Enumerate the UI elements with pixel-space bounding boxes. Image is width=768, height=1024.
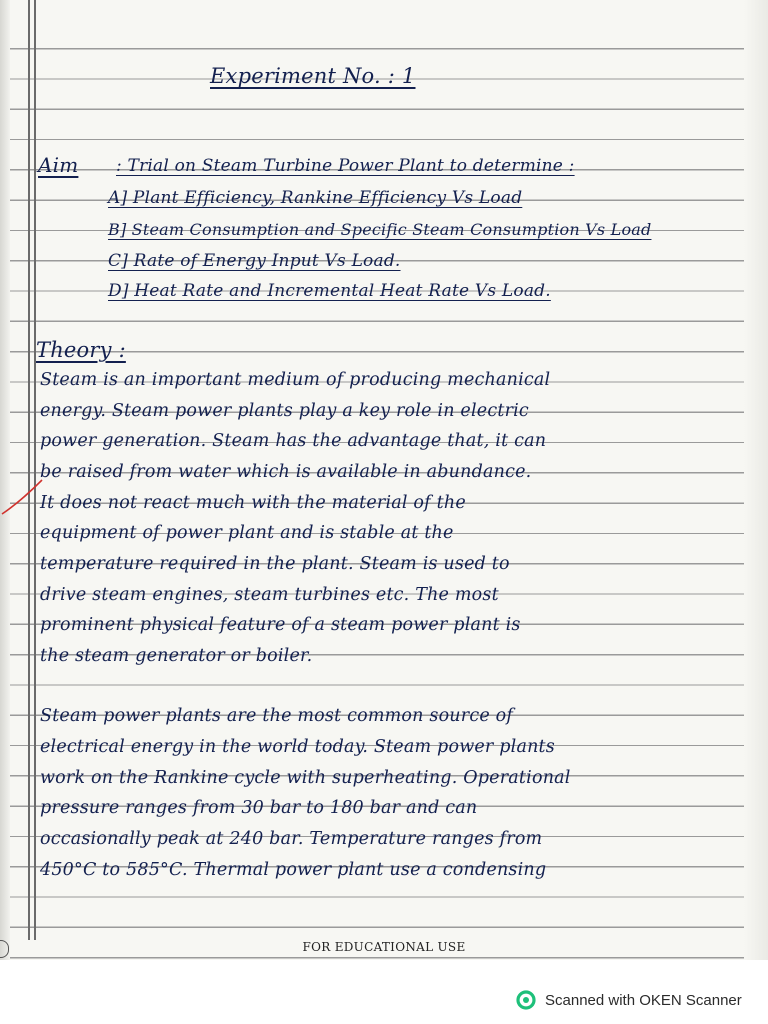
aim-label: Aim — [38, 153, 79, 177]
aim-item-d: D] Heat Rate and Incremental Heat Rate Vs Load. — [108, 281, 551, 301]
theory-line: electrical energy in the world today. Steam power plants — [40, 737, 555, 757]
oken-scanner-logo-icon — [516, 990, 536, 1010]
aim-item-b: B] Steam Consumption and Specific Steam Consumption Vs Load — [108, 220, 652, 239]
theory-line: work on the Rankine cycle with superheating. Operational — [40, 768, 571, 788]
theory-line: temperature required in the plant. Steam is used to — [40, 554, 510, 574]
teacher-check-mark-icon — [0, 470, 44, 520]
theory-line: Steam is an important medium of producing mechanical — [40, 370, 551, 390]
theory-line: the steam generator or boiler. — [40, 646, 313, 666]
theory-line: equipment of power plant and is stable at the — [40, 523, 454, 543]
aim-item-c: C] Rate of Energy Input Vs Load. — [108, 251, 401, 271]
theory-line: power generation. Steam has the advantage that, it can — [40, 431, 547, 451]
theory-line: be raised from water which is available in abundance. — [40, 462, 532, 482]
theory-line: energy. Steam power plants play a key role in electric — [40, 401, 529, 421]
theory-line: 450°C to 585°C. Thermal power plant use a condensing — [40, 860, 547, 880]
aim-text: : Trial on Steam Turbine Power Plant to determine : — [116, 156, 575, 176]
theory-line: drive steam engines, steam turbines etc. The most — [40, 585, 499, 605]
scanner-watermark-text: Scanned with OKEN Scanner — [545, 991, 742, 1009]
theory-line: pressure ranges from 30 bar to 180 bar and can — [40, 798, 478, 818]
theory-line: It does not react much with the material of the — [40, 493, 466, 513]
theory-line: occasionally peak at 240 bar. Temperature ranges from — [40, 829, 543, 849]
aim-item-a: A] Plant Efficiency, Rankine Efficiency Vs Load — [108, 188, 523, 208]
theory-line: prominent physical feature of a steam power plant is — [40, 615, 521, 635]
scanner-watermark — [516, 990, 742, 1010]
experiment-title: Experiment No. : 1 — [210, 64, 416, 88]
theory-line: Steam power plants are the most common source of — [40, 706, 514, 726]
page-right-edge — [744, 0, 768, 960]
footer-text: FOR EDUCATIONAL USE — [302, 940, 466, 954]
theory-heading: Theory : — [36, 338, 126, 362]
